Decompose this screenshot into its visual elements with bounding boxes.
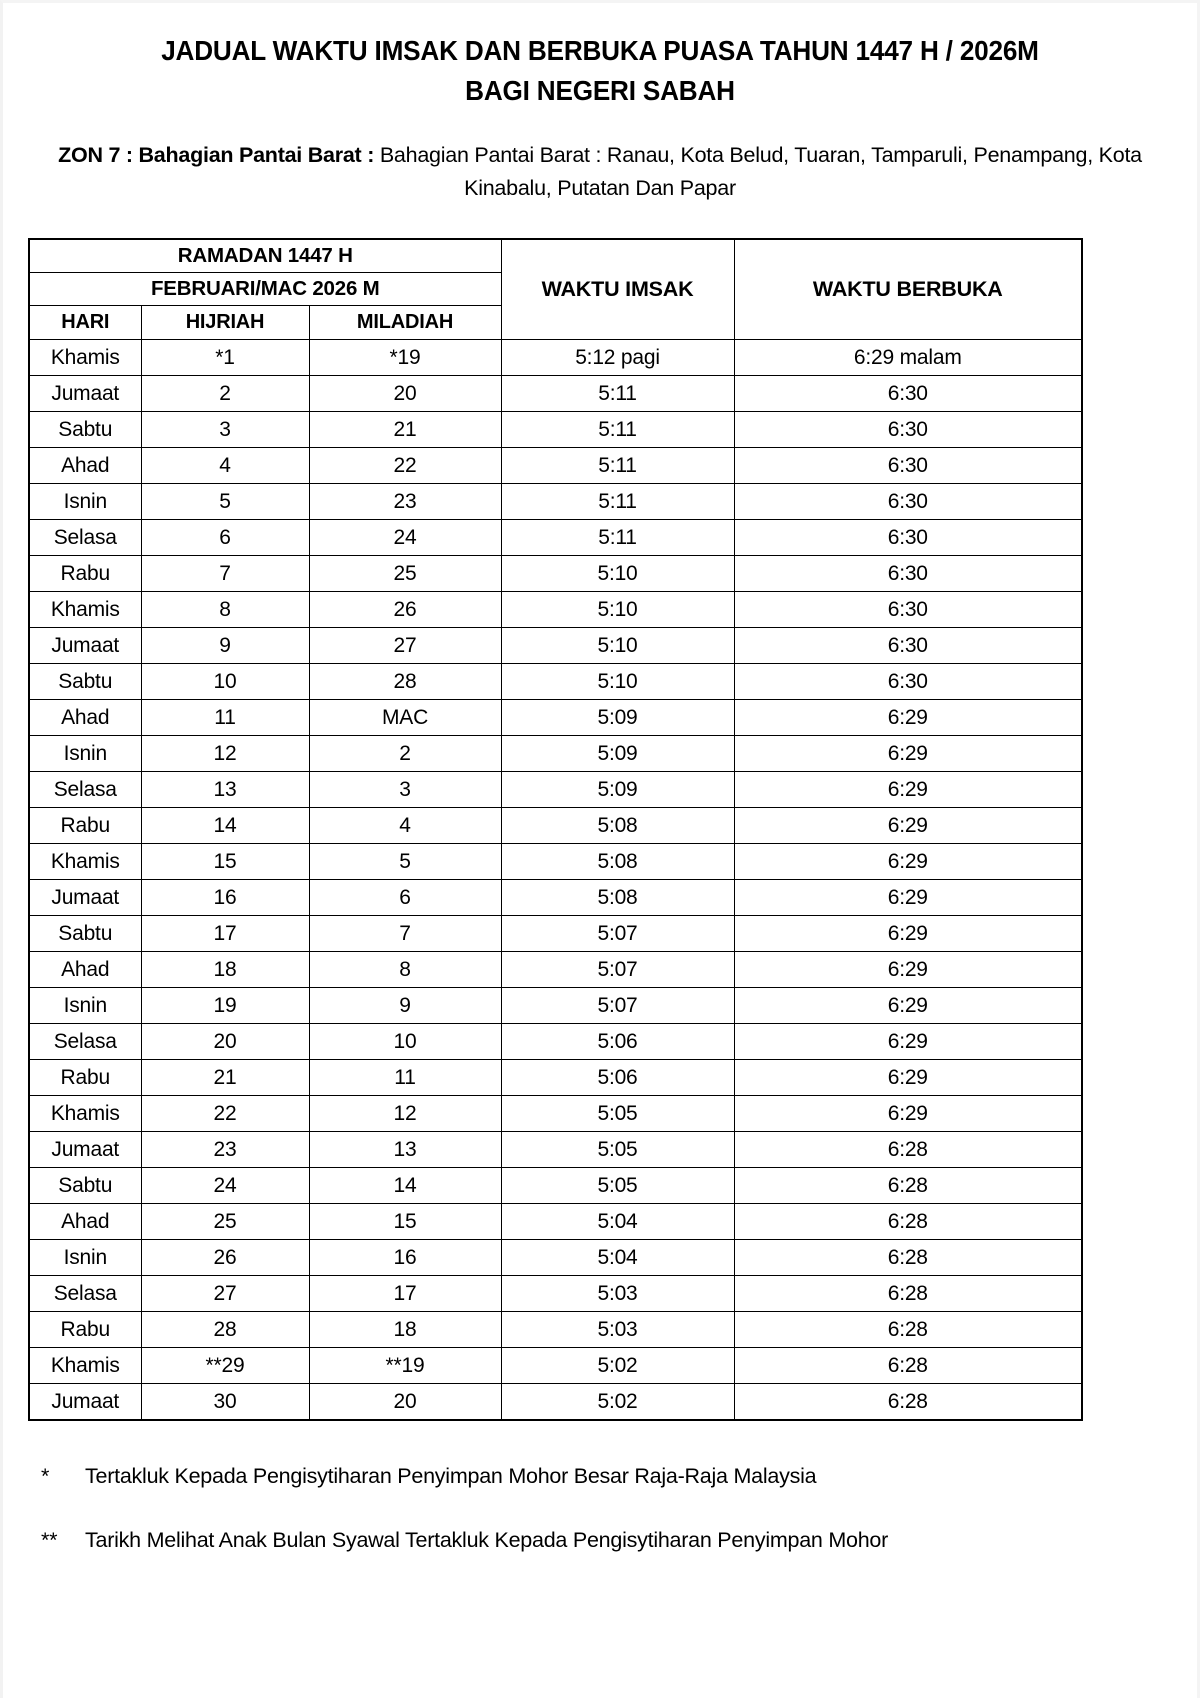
- cell-hijriah: 13: [141, 772, 309, 808]
- cell-hari: Selasa: [29, 772, 141, 808]
- cell-imsak: 5:10: [501, 628, 734, 664]
- cell-imsak: 5:02: [501, 1348, 734, 1384]
- cell-miladiah: 2: [309, 736, 501, 772]
- cell-imsak: 5:08: [501, 844, 734, 880]
- cell-hari: Isnin: [29, 736, 141, 772]
- cell-berbuka: 6:29: [734, 1060, 1082, 1096]
- cell-miladiah: 24: [309, 520, 501, 556]
- cell-hijriah: 2: [141, 376, 309, 412]
- footnote-text: Tarikh Melihat Anak Bulan Syawal Tertakluk Kepada Pengisytiharan Penyimpan Mohor: [85, 1528, 889, 1552]
- footnote-marker: **: [41, 1528, 58, 1552]
- cell-berbuka: 6:28: [734, 1348, 1082, 1384]
- cell-berbuka: 6:29 malam: [734, 340, 1082, 376]
- cell-hijriah: 15: [141, 844, 309, 880]
- table-row: [29, 592, 1082, 628]
- cell-hari: Jumaat: [29, 880, 141, 916]
- table-row: [29, 1348, 1082, 1384]
- cell-miladiah: 26: [309, 592, 501, 628]
- table-row: [29, 628, 1082, 664]
- cell-imsak: 5:03: [501, 1276, 734, 1312]
- footnote-text: Tertakluk Kepada Pengisytiharan Penyimpan Mohor Besar Raja-Raja Malaysia: [85, 1464, 817, 1488]
- cell-imsak: 5:06: [501, 1024, 734, 1060]
- cell-hari: Khamis: [29, 1348, 141, 1384]
- table-row: [29, 844, 1082, 880]
- cell-berbuka: 6:29: [734, 808, 1082, 844]
- cell-miladiah: 27: [309, 628, 501, 664]
- zone-label: ZON 7 : Bahagian Pantai Barat :: [58, 143, 375, 167]
- cell-miladiah: 18: [309, 1312, 501, 1348]
- table-row: [29, 1384, 1082, 1421]
- cell-miladiah: *19: [309, 340, 501, 376]
- cell-berbuka: 6:28: [734, 1384, 1082, 1421]
- cell-hari: Khamis: [29, 844, 141, 880]
- header-hari: HARI: [29, 306, 141, 340]
- cell-miladiah: 17: [309, 1276, 501, 1312]
- cell-miladiah: 23: [309, 484, 501, 520]
- cell-berbuka: 6:28: [734, 1204, 1082, 1240]
- header-hijriah: HIJRIAH: [141, 306, 309, 340]
- cell-imsak: 5:10: [501, 592, 734, 628]
- cell-hari: Khamis: [29, 340, 141, 376]
- table-row: [29, 1312, 1082, 1348]
- cell-imsak: 5:11: [501, 520, 734, 556]
- table-row: [29, 520, 1082, 556]
- cell-hijriah: 28: [141, 1312, 309, 1348]
- table-row: [29, 916, 1082, 952]
- cell-hijriah: 12: [141, 736, 309, 772]
- cell-berbuka: 6:30: [734, 664, 1082, 700]
- table-row: [29, 952, 1082, 988]
- cell-miladiah: 10: [309, 1024, 501, 1060]
- table-row: [29, 1240, 1082, 1276]
- cell-hijriah: 26: [141, 1240, 309, 1276]
- cell-hari: Rabu: [29, 1060, 141, 1096]
- cell-hijriah: 10: [141, 664, 309, 700]
- cell-imsak: 5:08: [501, 880, 734, 916]
- header-waktu-imsak: WAKTU IMSAK: [501, 239, 734, 340]
- table-row: [29, 880, 1082, 916]
- table-row: [29, 664, 1082, 700]
- cell-miladiah: 15: [309, 1204, 501, 1240]
- table-row: [29, 736, 1082, 772]
- cell-miladiah: 5: [309, 844, 501, 880]
- cell-hari: Isnin: [29, 484, 141, 520]
- header-gregorian-month: FEBRUARI/MAC 2026 M: [29, 273, 501, 306]
- cell-berbuka: 6:28: [734, 1240, 1082, 1276]
- cell-imsak: 5:04: [501, 1240, 734, 1276]
- cell-miladiah: 21: [309, 412, 501, 448]
- table-row: [29, 448, 1082, 484]
- cell-hari: Khamis: [29, 1096, 141, 1132]
- cell-imsak: 5:07: [501, 916, 734, 952]
- cell-hari: Sabtu: [29, 664, 141, 700]
- cell-imsak: 5:09: [501, 736, 734, 772]
- table-row: [29, 1132, 1082, 1168]
- cell-hari: Selasa: [29, 1024, 141, 1060]
- cell-imsak: 5:11: [501, 412, 734, 448]
- cell-berbuka: 6:29: [734, 880, 1082, 916]
- footnote: [41, 1461, 1157, 1491]
- cell-berbuka: 6:29: [734, 952, 1082, 988]
- cell-hari: Ahad: [29, 700, 141, 736]
- cell-hari: Sabtu: [29, 1168, 141, 1204]
- cell-miladiah: 16: [309, 1240, 501, 1276]
- cell-hijriah: 8: [141, 592, 309, 628]
- cell-miladiah: 20: [309, 1384, 501, 1421]
- cell-miladiah: 14: [309, 1168, 501, 1204]
- table-row: [29, 1024, 1082, 1060]
- table-header: [29, 239, 1082, 340]
- title-line-1: JADUAL WAKTU IMSAK DAN BERBUKA PUASA TAHUN 1447 H / 2026M: [161, 35, 1039, 66]
- cell-imsak: 5:05: [501, 1132, 734, 1168]
- cell-hijriah: 24: [141, 1168, 309, 1204]
- cell-miladiah: 3: [309, 772, 501, 808]
- cell-hijriah: **29: [141, 1348, 309, 1384]
- header-waktu-berbuka: WAKTU BERBUKA: [734, 239, 1082, 340]
- cell-hari: Rabu: [29, 556, 141, 592]
- cell-hari: Jumaat: [29, 1384, 141, 1421]
- table-row: [29, 556, 1082, 592]
- cell-berbuka: 6:29: [734, 700, 1082, 736]
- cell-imsak: 5:05: [501, 1096, 734, 1132]
- cell-berbuka: 6:30: [734, 592, 1082, 628]
- cell-imsak: 5:05: [501, 1168, 734, 1204]
- cell-imsak: 5:12 pagi: [501, 340, 734, 376]
- prayer-schedule-table: [28, 238, 1083, 1421]
- cell-miladiah: 7: [309, 916, 501, 952]
- cell-berbuka: 6:28: [734, 1312, 1082, 1348]
- cell-imsak: 5:04: [501, 1204, 734, 1240]
- cell-hijriah: 6: [141, 520, 309, 556]
- header-miladiah: MILADIAH: [309, 306, 501, 340]
- cell-berbuka: 6:29: [734, 772, 1082, 808]
- table-row: [29, 1096, 1082, 1132]
- table-row: [29, 1276, 1082, 1312]
- cell-hijriah: 3: [141, 412, 309, 448]
- cell-hari: Rabu: [29, 1312, 141, 1348]
- table-row: [29, 700, 1082, 736]
- zone-area-list: Bahagian Pantai Barat : Ranau, Kota Belud, Tuaran, Tamparuli, Penampang, Kota Kinabalu, Putatan Dan Papar: [379, 143, 1142, 200]
- cell-hari: Jumaat: [29, 376, 141, 412]
- cell-berbuka: 6:30: [734, 520, 1082, 556]
- cell-berbuka: 6:29: [734, 916, 1082, 952]
- cell-imsak: 5:11: [501, 376, 734, 412]
- cell-hijriah: 18: [141, 952, 309, 988]
- cell-berbuka: 6:29: [734, 844, 1082, 880]
- cell-imsak: 5:11: [501, 484, 734, 520]
- table-row: [29, 376, 1082, 412]
- page-title: [3, 3, 1197, 111]
- cell-berbuka: 6:28: [734, 1276, 1082, 1312]
- cell-hari: Isnin: [29, 1240, 141, 1276]
- cell-imsak: 5:02: [501, 1384, 734, 1421]
- cell-berbuka: 6:28: [734, 1168, 1082, 1204]
- cell-imsak: 5:07: [501, 952, 734, 988]
- cell-hari: Khamis: [29, 592, 141, 628]
- cell-hari: Ahad: [29, 1204, 141, 1240]
- table-row: [29, 1060, 1082, 1096]
- cell-berbuka: 6:30: [734, 412, 1082, 448]
- cell-hari: Selasa: [29, 520, 141, 556]
- cell-imsak: 5:11: [501, 448, 734, 484]
- cell-miladiah: 8: [309, 952, 501, 988]
- table-row: [29, 1168, 1082, 1204]
- cell-miladiah: 11: [309, 1060, 501, 1096]
- cell-hijriah: 21: [141, 1060, 309, 1096]
- cell-berbuka: 6:29: [734, 1096, 1082, 1132]
- cell-hari: Jumaat: [29, 1132, 141, 1168]
- cell-miladiah: 28: [309, 664, 501, 700]
- cell-hari: Ahad: [29, 448, 141, 484]
- footnote: [41, 1525, 1157, 1555]
- cell-miladiah: 13: [309, 1132, 501, 1168]
- header-hijri-month: RAMADAN 1447 H: [29, 239, 501, 273]
- cell-berbuka: 6:29: [734, 988, 1082, 1024]
- cell-hijriah: 9: [141, 628, 309, 664]
- cell-berbuka: 6:30: [734, 484, 1082, 520]
- cell-berbuka: 6:29: [734, 736, 1082, 772]
- cell-hijriah: *1: [141, 340, 309, 376]
- cell-miladiah: 22: [309, 448, 501, 484]
- table-row: [29, 1204, 1082, 1240]
- cell-hijriah: 11: [141, 700, 309, 736]
- cell-hari: Sabtu: [29, 412, 141, 448]
- cell-berbuka: 6:28: [734, 1132, 1082, 1168]
- table-row: [29, 412, 1082, 448]
- cell-miladiah: 25: [309, 556, 501, 592]
- cell-hijriah: 4: [141, 448, 309, 484]
- cell-miladiah: 4: [309, 808, 501, 844]
- cell-imsak: 5:10: [501, 664, 734, 700]
- cell-hijriah: 22: [141, 1096, 309, 1132]
- table-row: [29, 772, 1082, 808]
- cell-hijriah: 14: [141, 808, 309, 844]
- table-row: [29, 484, 1082, 520]
- cell-hari: Selasa: [29, 1276, 141, 1312]
- cell-hari: Isnin: [29, 988, 141, 1024]
- cell-berbuka: 6:30: [734, 628, 1082, 664]
- header-row-hijri-month: [29, 239, 1082, 273]
- cell-hari: Sabtu: [29, 916, 141, 952]
- cell-miladiah: 12: [309, 1096, 501, 1132]
- cell-berbuka: 6:30: [734, 448, 1082, 484]
- cell-hijriah: 23: [141, 1132, 309, 1168]
- table-body: [29, 340, 1082, 1421]
- cell-hijriah: 25: [141, 1204, 309, 1240]
- cell-miladiah: **19: [309, 1348, 501, 1384]
- cell-hari: Ahad: [29, 952, 141, 988]
- cell-imsak: 5:09: [501, 772, 734, 808]
- cell-hijriah: 19: [141, 988, 309, 1024]
- cell-imsak: 5:06: [501, 1060, 734, 1096]
- cell-berbuka: 6:30: [734, 556, 1082, 592]
- title-line-2: BAGI NEGERI SABAH: [465, 75, 735, 106]
- cell-imsak: 5:03: [501, 1312, 734, 1348]
- cell-hijriah: 7: [141, 556, 309, 592]
- cell-berbuka: 6:30: [734, 376, 1082, 412]
- cell-imsak: 5:07: [501, 988, 734, 1024]
- cell-miladiah: 20: [309, 376, 501, 412]
- cell-miladiah: 6: [309, 880, 501, 916]
- footnotes: [3, 1461, 1197, 1555]
- cell-berbuka: 6:29: [734, 1024, 1082, 1060]
- cell-miladiah: MAC: [309, 700, 501, 736]
- table-row: [29, 988, 1082, 1024]
- cell-hari: Rabu: [29, 808, 141, 844]
- cell-hijriah: 30: [141, 1384, 309, 1421]
- cell-imsak: 5:10: [501, 556, 734, 592]
- cell-hijriah: 5: [141, 484, 309, 520]
- zone-description: [3, 139, 1197, 205]
- table-row: [29, 340, 1082, 376]
- cell-imsak: 5:09: [501, 700, 734, 736]
- table-row: [29, 808, 1082, 844]
- cell-hari: Jumaat: [29, 628, 141, 664]
- schedule-table-container: [3, 238, 1197, 1421]
- cell-miladiah: 9: [309, 988, 501, 1024]
- cell-hijriah: 16: [141, 880, 309, 916]
- cell-hijriah: 17: [141, 916, 309, 952]
- cell-hijriah: 27: [141, 1276, 309, 1312]
- cell-hijriah: 20: [141, 1024, 309, 1060]
- cell-imsak: 5:08: [501, 808, 734, 844]
- footnote-marker: *: [41, 1464, 50, 1488]
